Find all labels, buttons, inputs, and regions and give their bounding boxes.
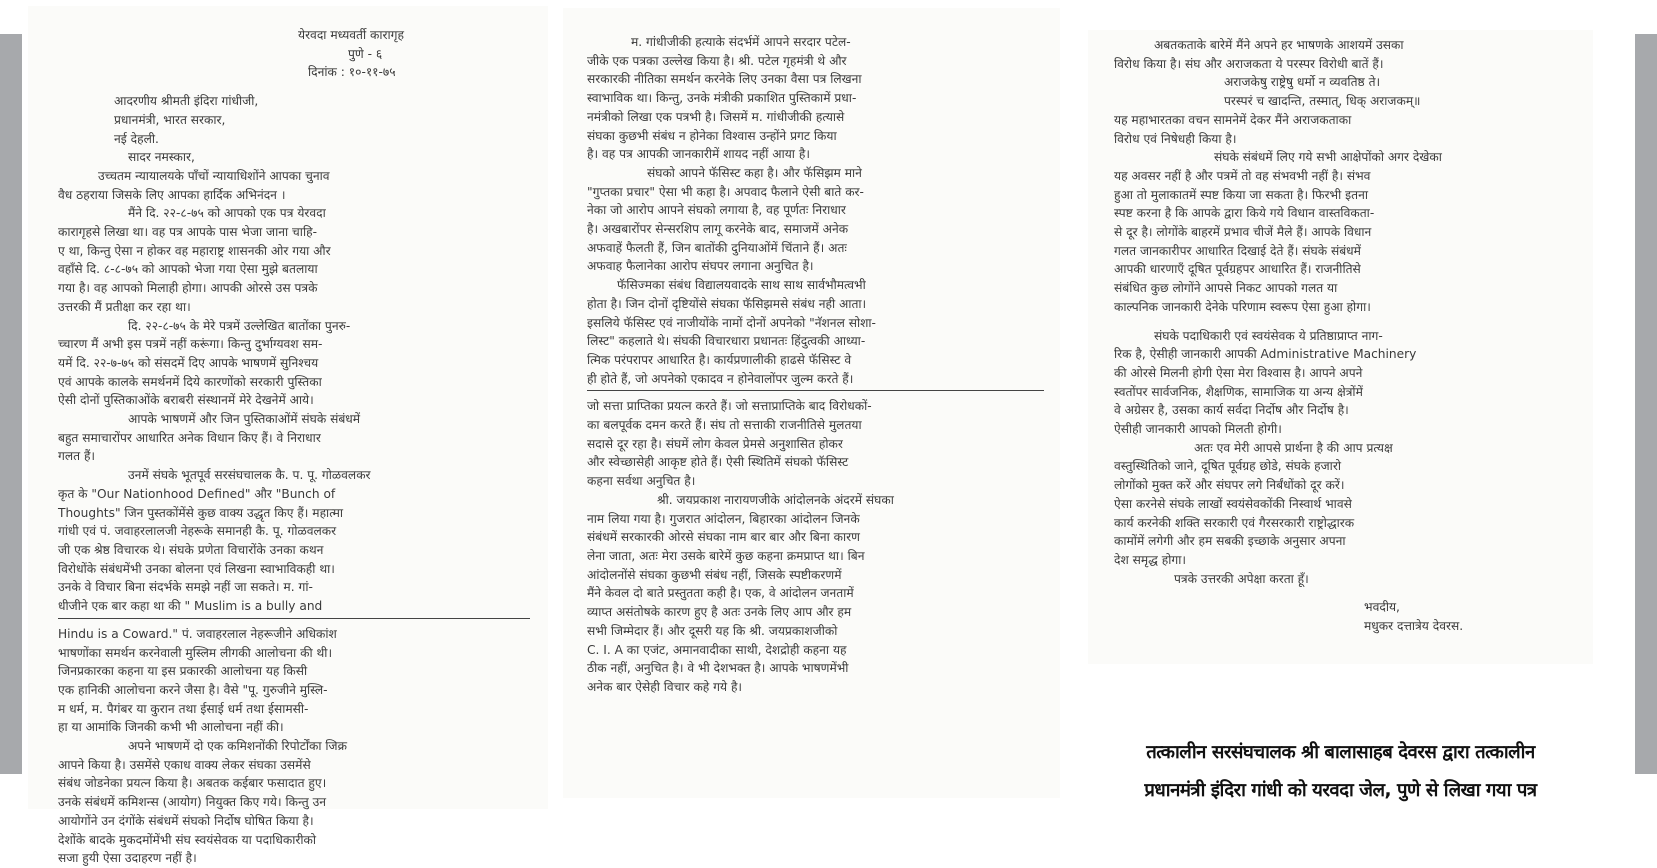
letter-line: स्वाभाविक था। किन्तु, उनके मंत्रीकी प्रकाशित पुस्तिकामें प्रधा-: [587, 91, 857, 106]
letter-line: ही होते हैं, जो अपनेको एकादव न होनेवालोंपर जुल्म करते हैं।: [587, 371, 854, 386]
letter-line: दिनांक : १०-११-७५: [308, 65, 396, 80]
letter-line: कृत के "Our Nationhood Defined" और "Bunch of: [58, 486, 336, 501]
caption: [1088, 734, 1593, 810]
paragraph-gap: [1114, 588, 1571, 598]
letter-line: C. I. A का एजंट, अमानवादीका साथी, देशद्रोही कहना यह: [587, 642, 847, 657]
left-edge-bar: [0, 34, 22, 774]
letter-line: की ओरसे मिलनी होगी ऐसा मेरा विश्वास है। आपने अपने: [1114, 365, 1363, 380]
letter-line: स्पष्ट करना है कि आपके द्वारा किये गये विधान वास्तविकता-: [1114, 206, 1375, 221]
letter-line: नई देहली.: [114, 131, 159, 146]
letter-line: नेका जो आरोप आपने संघको लगाया है, वह पूर्णतः निराधार: [587, 203, 846, 218]
letter-line: मधुकर दत्तात्रेय देवरस.: [1364, 619, 1464, 634]
letter-line: कार्य करनेकी शक्ति सरकारी एवं गैरसरकारी राष्ट्रोद्धारक: [1114, 515, 1355, 530]
letter-line: आपने किया है। उसमेंसे एकाध वाक्य लेकर संघका उसमेंसे: [58, 757, 311, 772]
letter-line: पुणे - ६: [348, 46, 383, 61]
letter-line: विरोधोंके संबंधमेंभी उनका बोलना एवं लिखना स्वाभाविकही था।: [58, 561, 335, 576]
letter-line: हुआ तो मुलाकातमें स्पष्ट किया जा सकता है। फिरभी इतना: [1114, 187, 1368, 202]
letter-line: का बलपूर्वक दमन करते हैं। संघ तो सत्ताकी राजनीतिसे मुलतया: [587, 418, 862, 433]
letter-line: त्मिक परंपरापर आधारित है। कार्यप्रणालीकी हाढसे फॅसिस्ट वे: [587, 352, 852, 367]
letter-line: देशोंके बादके मुकदमोंमेंभी संघ स्वयंसेवक या पदाधिकारीको: [58, 832, 317, 847]
letter-line: अफवाहें फैलती हैं, जिन बातोंकी दुनियाओंमें चिंताने हैं। अतः: [587, 240, 847, 255]
letter-line: श्री. जयप्रकाश नारायणजीके आंदोलनके अंदरमें संघका: [657, 492, 894, 507]
letter-line: म. गांधीजीकी हत्याके संदर्भमें आपने सरदार पटेल-: [631, 35, 851, 49]
letter-line: सदासे दूर रहा है। संघमें लोग केवल प्रेमसे अनुशासित होकर: [587, 436, 843, 451]
letter-line: भवदीय,: [1364, 600, 1400, 615]
letter-line: ठीक नहीं, अनुचित है। वे भी देशभक्त है। आपके भाषणमेंभी: [587, 661, 849, 676]
letter-line: व्याप्त असंतोषके कारण हुए है अतः उनके लिए आप और हम: [587, 605, 852, 620]
page-fold-divider: [58, 618, 530, 619]
letter-line: उनके संबंधमें कमिशन्स (आयोग) नियुक्त किए गये। किन्तु उन: [58, 795, 327, 810]
letter-line: संघका कुछभी संबंध न होनेका विश्वास उन्होंने प्रगट किया: [587, 128, 837, 143]
letter-line: येरवदा मध्यवर्ती कारागृह: [298, 28, 405, 42]
letter-line: ऐसी दोनों पुस्तिकाओंके बराबरी संस्थानमें मेरे देखनेमें आये।: [58, 393, 314, 408]
letter-line: अबतकताके बारेमें मैंने अपने हर भाषणके आशयमें उसका: [1154, 38, 1404, 52]
letter-line: वहाँसे दि. ८-८-७५ को आपको भेजा गया ऐसा मुझे बतलाया: [58, 262, 318, 277]
letter-line: Hindu is a Coward." पं. जवाहरलाल नेहरूजीने अधिकांश: [58, 626, 337, 641]
letter-line: आपकी धारणाएँ दूषित पूर्वग्रहपर आधारित हैं। राजनीतिसे: [1114, 262, 1361, 277]
letter-line: जी एक श्रेष्ठ विचारक थे। संघके प्रणेता विचारोंके उनका कथन: [58, 542, 324, 557]
letter-line: एक हानिकी आलोचना करने जैसा है। वैसे "पू. गुरुजीने मुस्लि-: [58, 682, 328, 697]
letter-line: अराजकेषु राष्ट्रेषु धर्मो न व्यवतिष्ठ ते।: [1224, 75, 1381, 90]
letter-line: सरकारकी नीतिका समर्थन करनेके लिए उनका वैसा पत्र लिखना: [587, 72, 862, 87]
letter-page-2: [563, 8, 1060, 798]
letter-line: आदरणीय श्रीमती इंदिरा गांधीजी,: [114, 94, 259, 109]
letter-page-3: [1088, 30, 1593, 664]
letter-line: आयोगोंने उन दंगोंके संबंधमें संघको निर्दोष घोषित किया है।: [58, 813, 314, 828]
letter-line: भाषणोंका समर्थन करनेवाली मुस्लिम लीगकी आलोचना की थी।: [58, 645, 333, 660]
letter-line: आपके भाषणमें और जिन पुस्तिकाओंमें संघके संबंधमें: [128, 412, 361, 427]
letter-line: वस्तुस्थितिको जाने, दूषित पूर्वग्रह छोडे, संघके हजारो: [1114, 459, 1341, 474]
letter-line: ऐसा करनेसे संघके लाखों स्वयंसेवकोंकी निस्वार्थ भावसे: [1114, 496, 1352, 511]
letter-line: ए था, किन्तु ऐसा न होकर वह महाराष्ट्र शासनकी ओर गया और: [58, 243, 331, 258]
letter-line: नाम लिया गया है। गुजरात आंदोलन, बिहारका आंदोलन जिनके: [587, 511, 860, 526]
letter-line: गया है। वह आपको मिलाही होगा। आपकी ओरसे उस पत्रके: [58, 281, 318, 296]
letter-line: जो सत्ता प्राप्तिका प्रयत्न करते हैं। जो सत्ताप्राप्तिके बाद विरोधकों-: [587, 399, 872, 414]
letter-line: ऐसीही जानकारी आपको मिलती होगी।: [1114, 422, 1282, 437]
letter-line: से दूर है। लोगोंके बाहरमें प्रभाव चीजें मैले हैं। आपके विधान: [1114, 225, 1372, 240]
letter-line: सभी जिम्मेदार हैं। और दूसरी यह कि श्री. जयप्रकाशजीको: [587, 623, 838, 638]
letter-line: जिनप्रकारका कहना या इस प्रकारकी आलोचना यह किसी: [58, 664, 308, 679]
caption-line-2: प्रधानमंत्री इंदिरा गांधी को यरवदा जेल, पुणे से लिखा गया पत्र: [1144, 780, 1537, 801]
letter-line: और स्वेच्छासेही आकृष्ट होते हैं। ऐसी स्थितिमें संघको फॅसिस्ट: [587, 455, 849, 470]
letter-line: मैंने केवल दो बाते प्रस्तुतता कही है। एक, वे आंदोलन जनतामें: [587, 586, 854, 601]
letter-line: कामोंमें लगेगी और हम सबकी इच्छाके अनुसार अपना: [1114, 534, 1346, 549]
letter-line: विरोध एवं निषेधही किया है।: [1114, 131, 1237, 146]
paragraph-gap: [1114, 317, 1571, 327]
letter-line: होता है। जिन दोनों दृष्टियोंसे संघका फॅसिझमसे संबंध नही आता।: [587, 296, 867, 311]
letter-line: दि. २२-८-७५ के मेरे पत्रमें उल्लेखित बातोंका पुनरु-: [128, 318, 351, 333]
letter-line: अफवाह फैलानेका आरोप संघपर लगाना अनुचित है।: [587, 259, 814, 274]
letter-line: उनमें संघके भूतपूर्व सरसंघचालक कै. प. पू. गोळवलकर: [128, 468, 371, 483]
letter-line: संघको आपने फॅसिस्ट कहा है। और फॅसिझम माने: [647, 165, 862, 180]
letter-line: मैंने दि. २२-८-७५ को आपको एक पत्र येरवदा: [128, 206, 326, 221]
letter-line: यमें दि. २२-७-७५ को संसदमें दिए आपके भाषणमें सुनिश्चय: [58, 355, 319, 370]
page-fold-divider: [587, 390, 1044, 391]
letter-line: धीजीने एक बार कहा था की " Muslim is a bully and: [58, 599, 323, 614]
letter-line: देश समृद्ध होगा।: [1114, 552, 1187, 567]
letter-line: उत्तरकी मैं प्रतीक्षा कर रहा था।: [58, 299, 191, 314]
letter-line: रिक है, ऐसीही जानकारी आपकी Administrative Machinery: [1114, 347, 1417, 362]
letter-line: अपने भाषणमें दो एक कमिशनोंकी रिपोर्टोंका जिक्र: [128, 739, 347, 754]
letter-line: "गुप्तका प्रचार" ऐसा भी कहा है। अपवाद फैलाने ऐसी बाते कर-: [587, 184, 864, 199]
letter-line: Thoughts" जिन पुस्तकोंमेंसे कुछ वाक्य उद्धृत किए हैं। महात्मा: [58, 505, 344, 520]
letter-line: कारागृहसे लिखा था। वह पत्र आपके पास भेजा जाना चाहि-: [58, 225, 317, 240]
letter-page-1: [28, 6, 548, 866]
letter-line: विरोध किया है। संघ और अराजकता ये परस्पर विरोधी बातें हैं।: [1114, 56, 1384, 71]
letter-line: सादर नमस्कार,: [128, 150, 195, 165]
caption-line-1: तत्कालीन सरसंघचालक श्री बालासाहब देवरस द्वारा तत्कालीन: [1146, 742, 1535, 763]
letter-line: हा या आमांकि जिनकी कभी भी आलोचना नहीं की।: [58, 720, 284, 735]
letter-line: प्रधानमंत्री, भारत सरकार,: [114, 112, 226, 127]
letter-line: वे अग्रेसर है, उसका कार्य सर्वदा निर्दोष और निर्दोष है।: [1114, 403, 1349, 418]
letter-line: फॅसिज्मका संबंध विद्यालयवादके साथ साथ सार्वभौमत्वभी: [617, 278, 866, 293]
letter-line: नमंत्रीको लिखा एक पत्रभी है। जिसमें म. गांधीजीकी हत्यासे: [587, 109, 845, 124]
letter-line: यह अवसर नहीं है और पत्रमें तो वह संभवभी नहीं है। संभव: [1114, 168, 1371, 183]
letter-line: लोगोंको मुक्त करें और संघपर लगे निर्बंधोंको दूर करें।: [1114, 478, 1345, 493]
letter-line: संबंधित कुछ लोगोंने आपसे निकट आपको गलत या: [1114, 281, 1338, 296]
letter-line: अतः एव मेरी आपसे प्रार्थना है की आप प्रत्यक्ष: [1194, 440, 1393, 455]
letter-line: गांधी एवं पं. जवाहरलालजी नेहरूके समानही कै. पू. गोळवलकर: [58, 524, 337, 539]
letter-line: उच्चतम न्यायालयके पाँचों न्यायाधिशोंने आपका चुनाव: [98, 168, 330, 183]
letter-line: लेना जाता, अतः मेरा उसके बारेमें कुछ कहना क्रमप्राप्त था। बिन: [587, 548, 865, 563]
letter-line: इसलिये फॅसिस्ट एवं नाजीयोंके नामों दोनों अपनेको "नॅशनल सोशा-: [587, 315, 876, 330]
letter-line: वैध ठहराया जिसके लिए आपका हार्दिक अभिनंदन ।: [58, 187, 286, 202]
letter-line: एवं आपके कालके समर्थनमें दिये कारणोंको सरकारी पुस्तिका: [58, 374, 322, 389]
letter-line: जीके एक पत्रका उल्लेख किया है। श्री. पटेल गृहमंत्री थे और: [587, 53, 847, 68]
letter-line: च्चारण मैं अभी इस पत्रमें नहीं करूंगा। किन्तु दुर्भाग्यवश सम-: [58, 337, 323, 352]
letter-line: स्वतोंपर सार्वजनिक, शैक्षणिक, सामाजिक या अन्य क्षेत्रोंमें: [1114, 384, 1363, 399]
letter-line: गलत हैं।: [58, 449, 96, 464]
letter-line: पत्रके उत्तरकी अपेक्षा करता हूँ।: [1174, 571, 1309, 586]
letter-line: सजा हुयी ऐसा उदाहरण नहीं है।: [58, 851, 197, 866]
letter-line: संघके संबंधमें लिए गये सभी आक्षेपोंको अगर देखेका: [1214, 150, 1442, 165]
letter-line: संघके पदाधिकारी एवं स्वयंसेवक ये प्रतिष्ठाप्राप्त नाग-: [1154, 328, 1383, 343]
letter-line: संबंध जोडनेका प्रयत्न किया है। अबतक कईबार फसादात हुए।: [58, 776, 327, 791]
letter-line: लिस्ट" कहलाते थे। संघकी विचारधारा प्रधानतः हिंदुत्वकी आध्या-: [587, 334, 866, 349]
letter-line: है। वह पत्र आपकी जानकारीमें शायद नहीं आया है।: [587, 147, 810, 162]
letter-line: बहुत समाचारोंपर आधारित अनेक विधान किए हैं। वे निराधार: [58, 430, 321, 445]
paragraph-gap: [58, 82, 530, 92]
letter-line: यह महाभारतका वचन सामनेमें देकर मैंने अराजकताका: [1114, 112, 1352, 127]
letter-line: गलत जानकारीपर आधारित दिखाई देते हैं। संघके संबंधमें: [1114, 243, 1361, 258]
letter-line: परस्परं च खादन्ति, तस्मात्, धिक् अराजकम्॥: [1224, 94, 1421, 109]
letter-line: अनेक बार ऐसेही विचार कहे गये है।: [587, 679, 743, 694]
letter-line: है। अखबारोंपर सेन्सरशिप लागू करनेके बाद, समाजमें अनेक: [587, 222, 849, 237]
letter-line: कहना सर्वथा अनुचित है।: [587, 474, 696, 489]
letter-line: काल्पनिक जानकारी देनेके परिणाम स्वरूप ऐसा हुआ होगा।: [1114, 299, 1371, 314]
letter-line: म धर्म, म. पैगंबर या कुरान तथा ईसाई धर्म तथा ईसामसी-: [58, 701, 309, 716]
right-edge-bar: [1635, 34, 1657, 774]
letter-line: आंदोलनोंसे संघका कुछभी संबंध नहीं, जिसके स्पष्टीकरणमें: [587, 567, 842, 582]
letter-line: उनके वे विचार बिना संदर्भके समझे नहीं जा सकते। म. गां-: [58, 580, 313, 595]
letter-line: संबंधमें सरकारकी ओरसे संघका नाम बार बार और बिना कारण: [587, 530, 860, 545]
